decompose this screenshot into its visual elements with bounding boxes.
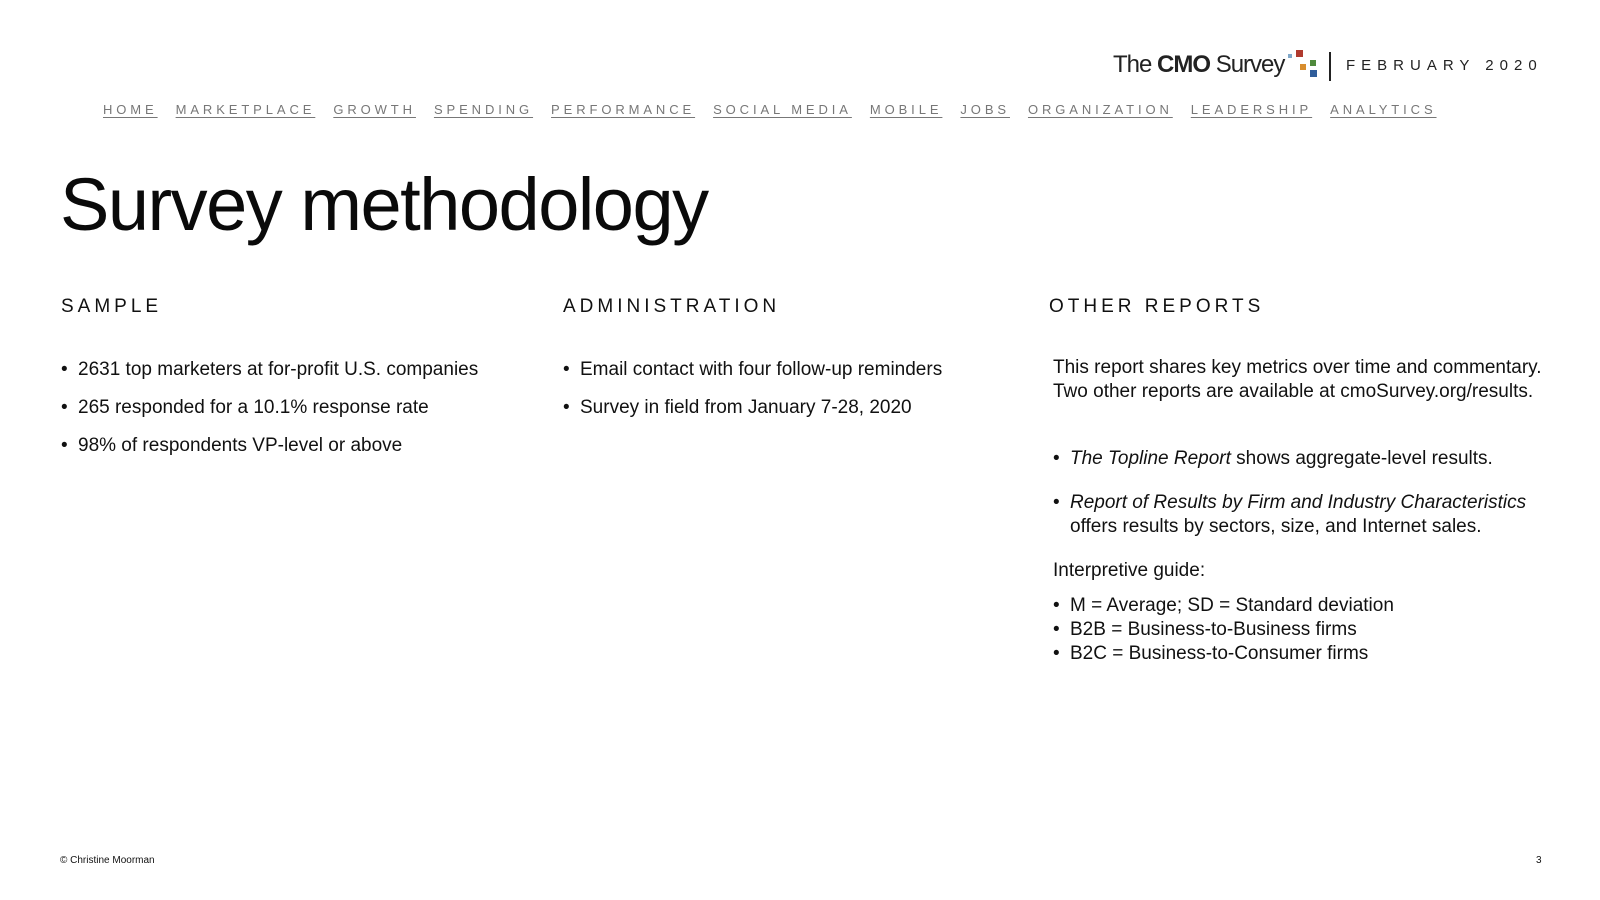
other-reports-list <box>1053 447 1553 559</box>
report-title: Report of Results by Firm and Industry Characteristics <box>1070 492 1527 513</box>
administration-heading: ADMINISTRATION <box>563 296 781 317</box>
sample-list <box>61 358 478 472</box>
other-reports-intro: This report shares key metrics over time and commentary. Two other reports are available at cmoSurvey.org/results. <box>1053 357 1542 402</box>
administration-list <box>563 358 942 434</box>
section-nav <box>103 102 1437 117</box>
nav-home[interactable]: HOME <box>103 102 158 117</box>
report-item-topline <box>1053 447 1553 471</box>
report-item-firm-industry <box>1053 491 1553 539</box>
cmo-survey-logo <box>1113 48 1326 82</box>
nav-growth[interactable]: GROWTH <box>333 102 416 117</box>
logo-text: The CMO Survey <box>1113 51 1285 78</box>
report-desc: offers results by sectors, size, and Internet sales. <box>1070 516 1482 537</box>
copyright: © Christine Moorman <box>60 855 155 866</box>
nav-social-media[interactable]: SOCIAL MEDIA <box>713 102 852 117</box>
list-item: • 98% of respondents VP-level or above <box>61 434 478 458</box>
page-number: 3 <box>1536 855 1542 866</box>
page-title: Survey methodology <box>60 163 708 246</box>
list-item: • 265 responded for a 10.1% response rate <box>61 396 478 420</box>
nav-analytics[interactable]: ANALYTICS <box>1330 102 1437 117</box>
nav-marketplace[interactable]: MARKETPLACE <box>175 102 316 117</box>
other-reports-heading: OTHER REPORTS <box>1049 296 1265 317</box>
nav-performance[interactable]: PERFORMANCE <box>551 102 696 117</box>
nav-leadership[interactable]: LEADERSHIP <box>1190 102 1313 117</box>
list-item: • B2C = Business-to-Consumer firms <box>1053 642 1394 666</box>
list-item: • Survey in field from January 7-28, 2020 <box>563 396 942 420</box>
report-date: FEBRUARY 2020 <box>1346 57 1543 74</box>
list-item: • 2631 top marketers at for-profit U.S. companies <box>61 358 478 382</box>
nav-jobs[interactable]: JOBS <box>960 102 1010 117</box>
sample-heading: SAMPLE <box>61 296 163 317</box>
report-desc: shows aggregate-level results. <box>1230 448 1493 469</box>
list-item: • B2B = Business-to-Business firms <box>1053 618 1394 642</box>
list-item: • Email contact with four follow-up reminders <box>563 358 942 382</box>
interpretive-guide-label: Interpretive guide: <box>1053 560 1206 581</box>
logo-squares-icon <box>1286 48 1326 82</box>
header-divider <box>1329 52 1331 81</box>
nav-mobile[interactable]: MOBILE <box>869 102 943 117</box>
nav-spending[interactable]: SPENDING <box>433 102 534 117</box>
interpretive-guide-list <box>1053 594 1394 666</box>
nav-organization[interactable]: ORGANIZATION <box>1027 102 1173 117</box>
list-item: • M = Average; SD = Standard deviation <box>1053 594 1394 618</box>
report-title: The Topline Report <box>1070 448 1231 469</box>
